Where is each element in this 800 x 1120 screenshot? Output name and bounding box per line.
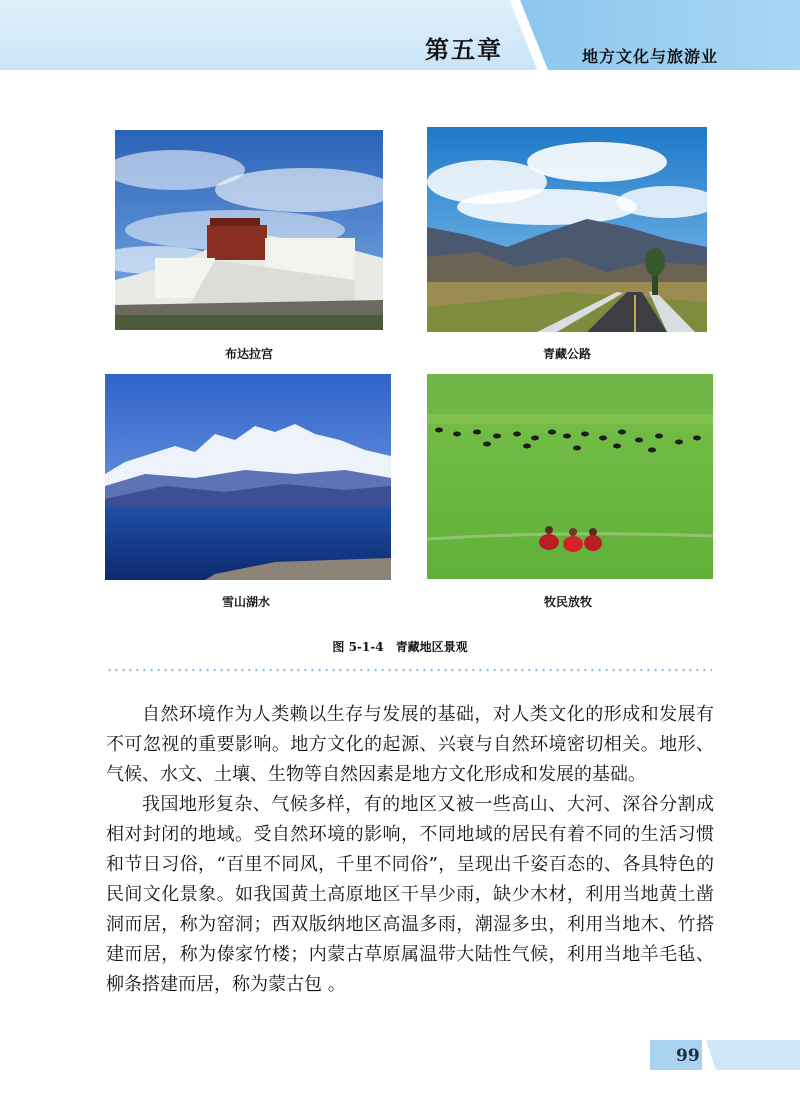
paragraph: 自然环境作为人类赖以生存与发展的基础，对人类文化的形成和发展有不可忽视的重要影响。地方文化的起源、兴衰与自然环境密切相关。地形、气候、水文、土壤、生物等自然因素是地方文化形成和发展的基础。	[106, 704, 714, 785]
body-text	[106, 700, 714, 1000]
photo-caption: 牧民放牧	[543, 595, 592, 609]
photo-potala-palace	[115, 130, 383, 330]
dotted-divider	[106, 668, 712, 672]
photo-caption: 布达拉宫	[224, 347, 273, 361]
photo-qinghai-tibet-highway	[427, 127, 707, 332]
photo-caption: 雪山湖水	[221, 595, 270, 609]
figure-caption: 图 5-1-4 青藏地区景观	[332, 640, 468, 654]
chapter-title: 第五章	[425, 36, 503, 64]
page-header	[0, 0, 800, 80]
photo-snow-mountain-lake	[105, 374, 391, 580]
page-number-band	[650, 1040, 800, 1070]
section-title: 地方文化与旅游业	[582, 47, 719, 66]
paragraph: 我国地形复杂、气候多样，有的地区又被一些高山、大河、深谷分割成相对封闭的地域。受自然环境的影响，不同地域的居民有着不同的生活习惯和节日习俗，“百里不同风，千里不同俗”，呈现出千姿百态的、各具特色的民间文化景象。如我国黄土高原地区干旱少雨，缺少木材，利用当地黄土凿洞而居，称为窑洞；西双版纳地区高温多雨，潮湿多虫，利用当地木、竹搭建而居，称为傣家竹楼；内蒙古草原属温带大陆性气候，利用当地羊毛毡、柳条搭建而居，称为蒙古包 。	[106, 794, 714, 995]
photo-caption: 青藏公路	[542, 347, 591, 361]
photo-herdsmen-grazing	[427, 374, 713, 579]
page-number: 99	[676, 1046, 700, 1066]
header-banner-shape	[0, 0, 800, 80]
